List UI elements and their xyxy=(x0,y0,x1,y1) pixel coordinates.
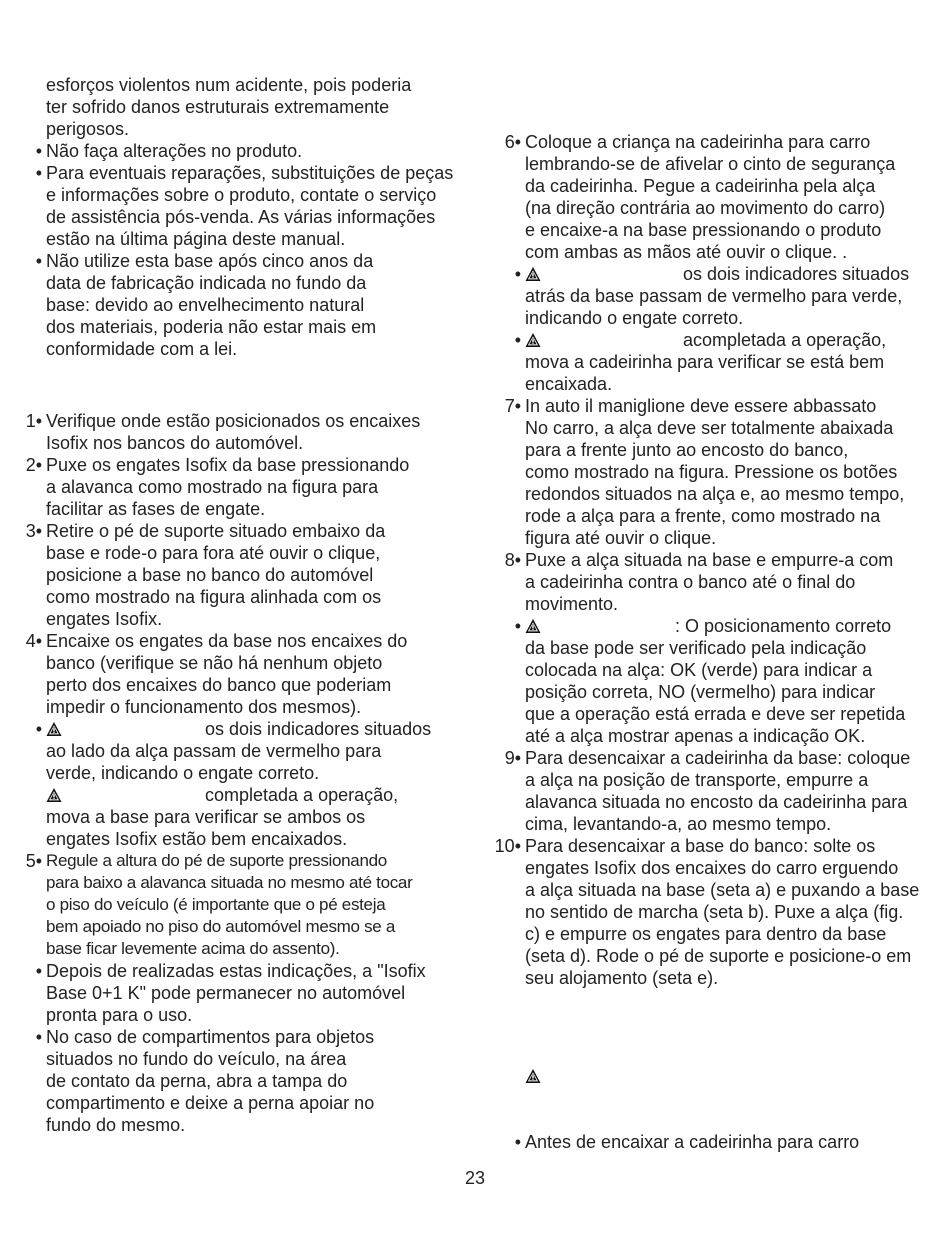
line-text: para a frente junto ao encosto do banco, xyxy=(525,440,849,460)
step-number: 9• xyxy=(504,748,521,768)
step-item xyxy=(480,835,950,857)
text-line xyxy=(0,498,470,520)
warning-line xyxy=(0,784,470,806)
warning-triangle-icon xyxy=(525,266,541,282)
text-line xyxy=(0,294,470,316)
text-line xyxy=(480,945,950,967)
line-text: Não faça alterações no produto. xyxy=(46,141,303,161)
line-text: situados no fundo do veículo, na área xyxy=(46,1049,347,1069)
bullet-marker: • xyxy=(35,141,42,161)
line-text: como mostrado na figura alinhada com os xyxy=(46,587,382,607)
text-line xyxy=(0,828,470,850)
text-line xyxy=(480,483,950,505)
line-text: : O posicionamento correto xyxy=(675,616,892,636)
bullet-item xyxy=(480,1131,950,1153)
text-line xyxy=(480,923,950,945)
line-text: Regule a altura do pé de suporte pressionando xyxy=(46,851,387,870)
text-line xyxy=(480,681,950,703)
line-text: Base 0+1 K" pode permanecer no automóvel xyxy=(46,983,406,1003)
line-text: Isofix nos bancos do automóvel. xyxy=(46,433,304,453)
line-text: banco (verifique se não há nenhum objeto xyxy=(46,653,383,673)
text-line xyxy=(0,338,470,360)
text-line xyxy=(0,916,470,938)
line-text: a alavanca como mostrado na figura para xyxy=(46,477,379,497)
text-line xyxy=(480,241,950,263)
text-line xyxy=(0,272,470,294)
text-line xyxy=(480,219,950,241)
line-text: atrás da base passam de vermelho para verde, xyxy=(525,286,903,306)
step-item xyxy=(480,395,950,417)
line-text: alavanca situada no encosto da cadeirinha para xyxy=(525,792,908,812)
text-line xyxy=(0,762,470,784)
text-line xyxy=(480,857,950,879)
line-text: Não utilize esta base após cinco anos da xyxy=(46,251,374,271)
text-line xyxy=(0,872,470,894)
text-line xyxy=(0,206,470,228)
line-text: Encaixe os engates da base nos encaixes do xyxy=(46,631,408,651)
bullet-marker: • xyxy=(514,264,521,284)
step-number: 10• xyxy=(494,836,521,856)
step-item xyxy=(0,630,470,652)
line-text: e encaixe-a na base pressionando o produto xyxy=(525,220,882,240)
step-number: 7• xyxy=(504,396,521,416)
line-text: para baixo a alavanca situada no mesmo até tocar xyxy=(46,873,413,892)
line-text: no sentido de marcha (seta b). Puxe a alça (fig. xyxy=(525,902,904,922)
text-line xyxy=(0,476,470,498)
line-text: bem apoiado no piso do automóvel mesmo se a xyxy=(46,917,396,936)
line-text: redondos situados na alça e, ao mesmo tempo, xyxy=(525,484,905,504)
line-text: de contato da perna, abra a tampa do xyxy=(46,1071,348,1091)
line-text: ter sofrido danos estruturais extremamente xyxy=(46,97,390,117)
line-text: a alça situada na base (seta a) e puxando a base xyxy=(525,880,920,900)
line-text: perigosos. xyxy=(46,119,130,139)
bullet-marker: • xyxy=(514,330,521,350)
line-text: verde, indicando o engate correto. xyxy=(46,763,320,783)
text-line xyxy=(0,1070,470,1092)
text-line xyxy=(480,593,950,615)
text-line xyxy=(480,527,950,549)
line-text: mova a cadeirinha para verificar se está bem xyxy=(525,352,885,372)
text-line xyxy=(480,197,950,219)
text-line xyxy=(0,564,470,586)
text-line xyxy=(480,703,950,725)
text-line xyxy=(480,351,950,373)
line-text: perto dos encaixes do banco que poderiam xyxy=(46,675,392,695)
line-text: esforços violentos num acidente, pois poderia xyxy=(46,75,412,95)
line-text: c) e empurre os engates para dentro da base xyxy=(525,924,887,944)
bullet-marker: • xyxy=(35,1027,42,1047)
text-line xyxy=(480,373,950,395)
line-text: Antes de encaixar a cadeirinha para carro xyxy=(525,1132,860,1152)
step-item xyxy=(0,520,470,542)
bullet-marker: • xyxy=(514,616,521,636)
text-line xyxy=(480,571,950,593)
text-line xyxy=(0,806,470,828)
line-text: até a alça mostrar apenas a indicação OK. xyxy=(525,726,866,746)
step-item xyxy=(480,549,950,571)
text-line xyxy=(0,938,470,960)
bullet-item xyxy=(0,250,470,272)
warning-bullet xyxy=(480,615,950,637)
text-line xyxy=(0,74,470,96)
line-text: impedir o funcionamento dos mesmos). xyxy=(46,697,362,717)
text-line xyxy=(0,228,470,250)
bullet-item xyxy=(0,140,470,162)
line-text: o piso do veículo (é importante que o pé esteja xyxy=(46,895,386,914)
text-line xyxy=(480,307,950,329)
text-line xyxy=(480,659,950,681)
line-text: Retire o pé de suporte situado embaixo da xyxy=(46,521,386,541)
line-text: Para eventuais reparações, substituições de peças xyxy=(46,163,454,183)
page-number: 23 xyxy=(464,1168,486,1188)
line-text: (na direção contrária ao movimento do carro) xyxy=(525,198,886,218)
text-line xyxy=(480,439,950,461)
text-line xyxy=(0,316,470,338)
line-text: base ficar levemente acima do assento). xyxy=(46,939,340,958)
warning-bullet xyxy=(480,263,950,285)
bullet-item xyxy=(0,162,470,184)
text-line xyxy=(480,285,950,307)
line-text: da cadeirinha. Pegue a cadeirinha pela alça xyxy=(525,176,876,196)
bullet-item xyxy=(0,1026,470,1048)
line-text: rode a alça para a frente, como mostrado na xyxy=(525,506,881,526)
line-text: a alça na posição de transporte, empurre a xyxy=(525,770,869,790)
warning-heading xyxy=(480,1065,950,1087)
line-text: base: devido ao envelhecimento natural xyxy=(46,295,365,315)
text-line xyxy=(0,982,470,1004)
warning-triangle-icon xyxy=(525,332,541,348)
text-line xyxy=(0,1092,470,1114)
warning-bullet xyxy=(480,329,950,351)
text-line xyxy=(0,894,470,916)
line-text: cima, levantando-a, ao mesmo tempo. xyxy=(525,814,832,834)
line-text: completada a operação, xyxy=(205,785,399,805)
line-text: conformidade com a lei. xyxy=(46,339,238,359)
text-line xyxy=(0,542,470,564)
warning-triangle-icon xyxy=(525,1068,541,1084)
line-text: com ambas as mãos até ouvir o clique. . xyxy=(525,242,848,262)
line-text: mova a base para verificar se ambos os xyxy=(46,807,366,827)
step-number: 3• xyxy=(25,521,42,541)
line-text: lembrando-se de afivelar o cinto de segurança xyxy=(525,154,896,174)
line-text: a cadeirinha contra o banco até o final do xyxy=(525,572,856,592)
bullet-marker: • xyxy=(514,1132,521,1152)
warning-bullet xyxy=(0,718,470,740)
line-text: Puxe os engates Isofix da base pressionando xyxy=(46,455,410,475)
line-text: movimento. xyxy=(525,594,619,614)
line-text: acompletada a operação, xyxy=(683,330,887,350)
line-text: posição correta, NO (vermelho) para indicar xyxy=(525,682,876,702)
line-text: engates Isofix dos encaixes do carro erguendo xyxy=(525,858,899,878)
text-line xyxy=(0,184,470,206)
text-line xyxy=(0,674,470,696)
step-item xyxy=(480,747,950,769)
line-text: Verifique onde estão posicionados os encaixes xyxy=(46,411,421,431)
text-line xyxy=(0,608,470,630)
text-line xyxy=(0,696,470,718)
text-line xyxy=(480,967,950,989)
text-line xyxy=(0,1114,470,1136)
line-text: encaixada. xyxy=(525,374,613,394)
text-line xyxy=(480,901,950,923)
bullet-marker: • xyxy=(35,251,42,271)
line-text: colocada na alça: OK (verde) para indicar a xyxy=(525,660,873,680)
line-text: In auto il maniglione deve essere abbassato xyxy=(525,396,877,416)
text-line xyxy=(480,153,950,175)
line-text: posicione a base no banco do automóvel xyxy=(46,565,374,585)
text-line xyxy=(480,879,950,901)
step-item xyxy=(0,850,470,872)
line-text: ao lado da alça passam de vermelho para xyxy=(46,741,382,761)
line-text: Puxe a alça situada na base e empurre-a com xyxy=(525,550,894,570)
bullet-marker: • xyxy=(35,719,42,739)
bullet-marker: • xyxy=(35,163,42,183)
text-line xyxy=(0,432,470,454)
line-text: Para desencaixar a base do banco: solte os xyxy=(525,836,876,856)
line-text: dos materiais, poderia não estar mais em xyxy=(46,317,377,337)
line-text: No caso de compartimentos para objetos xyxy=(46,1027,375,1047)
line-text: seu alojamento (seta e). xyxy=(525,968,719,988)
line-text: estão na última página deste manual. xyxy=(46,229,346,249)
line-text: data de fabricação indicada no fundo da xyxy=(46,273,367,293)
bullet-marker: • xyxy=(35,961,42,981)
text-line xyxy=(480,725,950,747)
step-number: 6• xyxy=(504,132,521,152)
text-line xyxy=(0,118,470,140)
text-line xyxy=(480,175,950,197)
bullet-item xyxy=(0,960,470,982)
line-text: os dois indicadores situados xyxy=(205,719,432,739)
line-text: que a operação está errada e deve ser repetida xyxy=(525,704,906,724)
line-text: engates Isofix. xyxy=(46,609,163,629)
text-line xyxy=(0,586,470,608)
text-line xyxy=(480,417,950,439)
text-line xyxy=(480,505,950,527)
step-number: 5• xyxy=(25,851,42,871)
step-number: 2• xyxy=(25,455,42,475)
line-text: Para desencaixar a cadeirinha da base: coloque xyxy=(525,748,911,768)
text-line xyxy=(480,769,950,791)
line-text: (seta d). Rode o pé de suporte e posicione-o em xyxy=(525,946,912,966)
text-line xyxy=(0,652,470,674)
line-text: os dois indicadores situados xyxy=(683,264,910,284)
text-line xyxy=(0,1048,470,1070)
step-item xyxy=(0,410,470,432)
line-text: No carro, a alça deve ser totalmente abaixada xyxy=(525,418,894,438)
line-text: engates Isofix estão bem encaixados. xyxy=(46,829,348,849)
line-text: fundo do mesmo. xyxy=(46,1115,186,1135)
line-text: Depois de realizadas estas indicações, a "Isofix xyxy=(46,961,426,981)
line-text: base e rode-o para fora até ouvir o clique, xyxy=(46,543,381,563)
step-item xyxy=(480,131,950,153)
text-line xyxy=(480,813,950,835)
line-text: como mostrado na figura. Pressione os botões xyxy=(525,462,898,482)
text-line xyxy=(480,637,950,659)
step-item xyxy=(0,454,470,476)
step-number: 1• xyxy=(25,411,42,431)
line-text: indicando o engate correto. xyxy=(525,308,744,328)
text-line xyxy=(480,461,950,483)
text-line xyxy=(480,791,950,813)
line-text: Coloque a criança na cadeirinha para carro xyxy=(525,132,871,152)
line-text: figura até ouvir o clique. xyxy=(525,528,717,548)
text-line xyxy=(0,740,470,762)
line-text: facilitar as fases de engate. xyxy=(46,499,266,519)
line-text: compartimento e deixe a perna apoiar no xyxy=(46,1093,375,1113)
line-text: da base pode ser verificado pela indicação xyxy=(525,638,867,658)
warning-triangle-icon xyxy=(46,721,62,737)
text-line xyxy=(0,96,470,118)
line-text: e informações sobre o produto, contate o serviço xyxy=(46,185,437,205)
warning-triangle-icon xyxy=(46,787,62,803)
line-text: de assistência pós-venda. As várias informações xyxy=(46,207,436,227)
warning-triangle-icon xyxy=(525,618,541,634)
step-number: 4• xyxy=(25,631,42,651)
step-number: 8• xyxy=(504,550,521,570)
text-line xyxy=(0,1004,470,1026)
line-text: pronta para o uso. xyxy=(46,1005,193,1025)
